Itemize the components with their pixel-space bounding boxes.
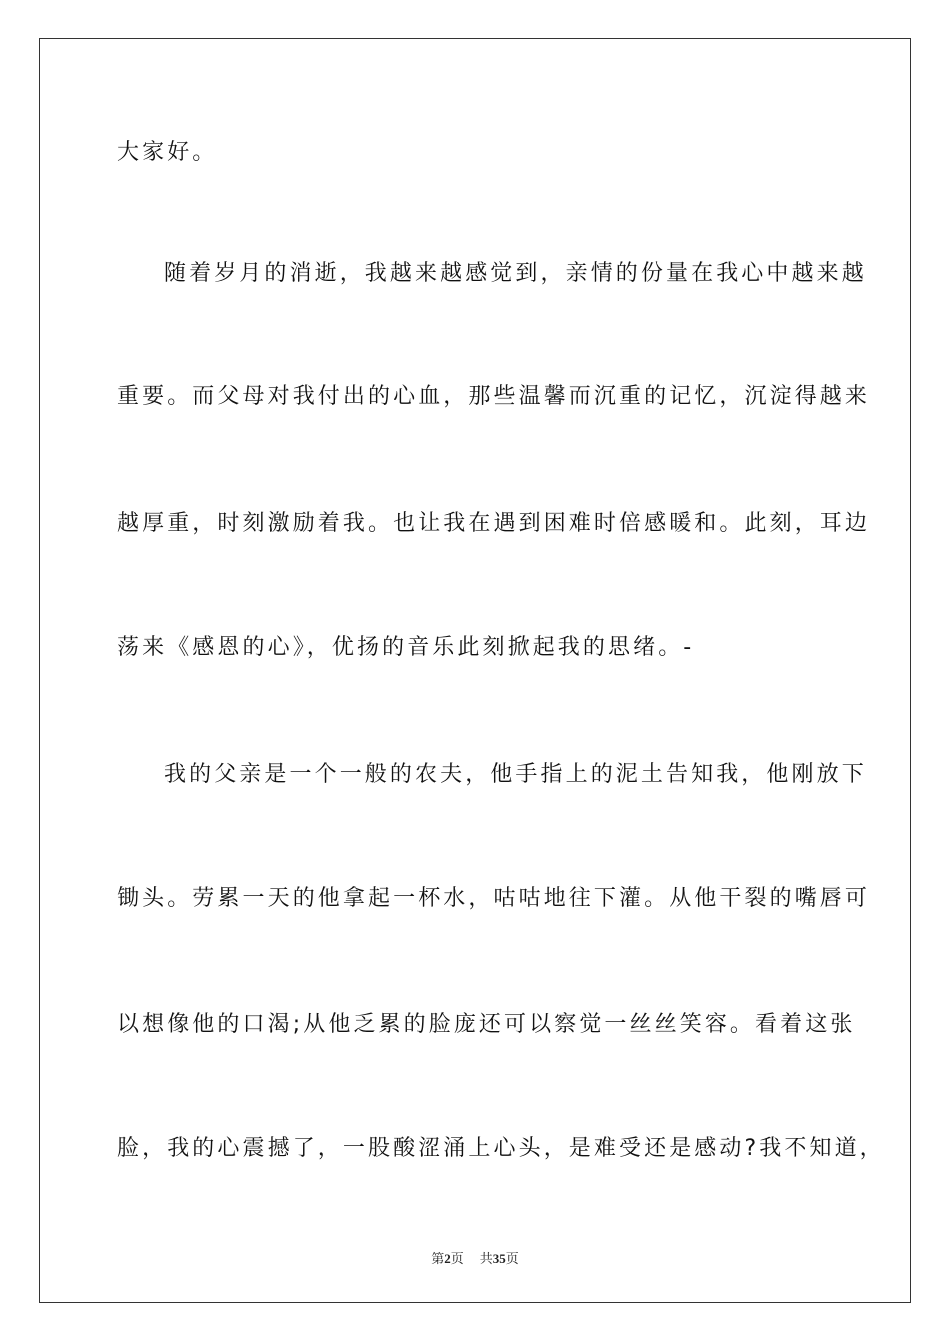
- text-line-9: 脸，我的心震撼了，一股酸涩涌上心头，是难受还是感动?我不知道，: [117, 1136, 885, 1161]
- page-border: [39, 38, 911, 1303]
- text-line-7: 锄头。劳累一天的他拿起一杯水，咕咕地往下灌。从他干裂的嘴唇可: [117, 886, 871, 911]
- footer-total-pages: 35: [492, 1251, 506, 1266]
- text-line-6: 我的父亲是一个一般的农夫，他手指上的泥土告知我，他刚放下: [164, 762, 867, 787]
- text-line-1: 大家好。: [117, 140, 218, 165]
- text-line-3: 重要。而父母对我付出的心血，那些温馨而沉重的记忆，沉淀得越来: [117, 384, 871, 409]
- footer-page-number: 2: [444, 1251, 451, 1266]
- footer-total-prefix: 共: [479, 1252, 493, 1267]
- footer-total-suffix: 页: [505, 1252, 519, 1267]
- text-line-4: 越厚重，时刻激励着我。也让我在遇到困难时倍感暖和。此刻，耳边: [117, 511, 871, 536]
- footer-page-prefix: 第: [431, 1252, 445, 1267]
- text-line-2: 随着岁月的消逝，我越来越感觉到，亲情的份量在我心中越来越: [164, 261, 867, 286]
- text-line-5: 荡来《感恩的心》，优扬的音乐此刻掀起我的思绪。-: [117, 635, 695, 660]
- text-line-8: 以想像他的口渴;从他乏累的脸庞还可以察觉一丝丝笑容。看着这张: [117, 1012, 856, 1037]
- page-footer: [0, 1248, 950, 1267]
- footer-page-suffix: 页: [450, 1252, 464, 1267]
